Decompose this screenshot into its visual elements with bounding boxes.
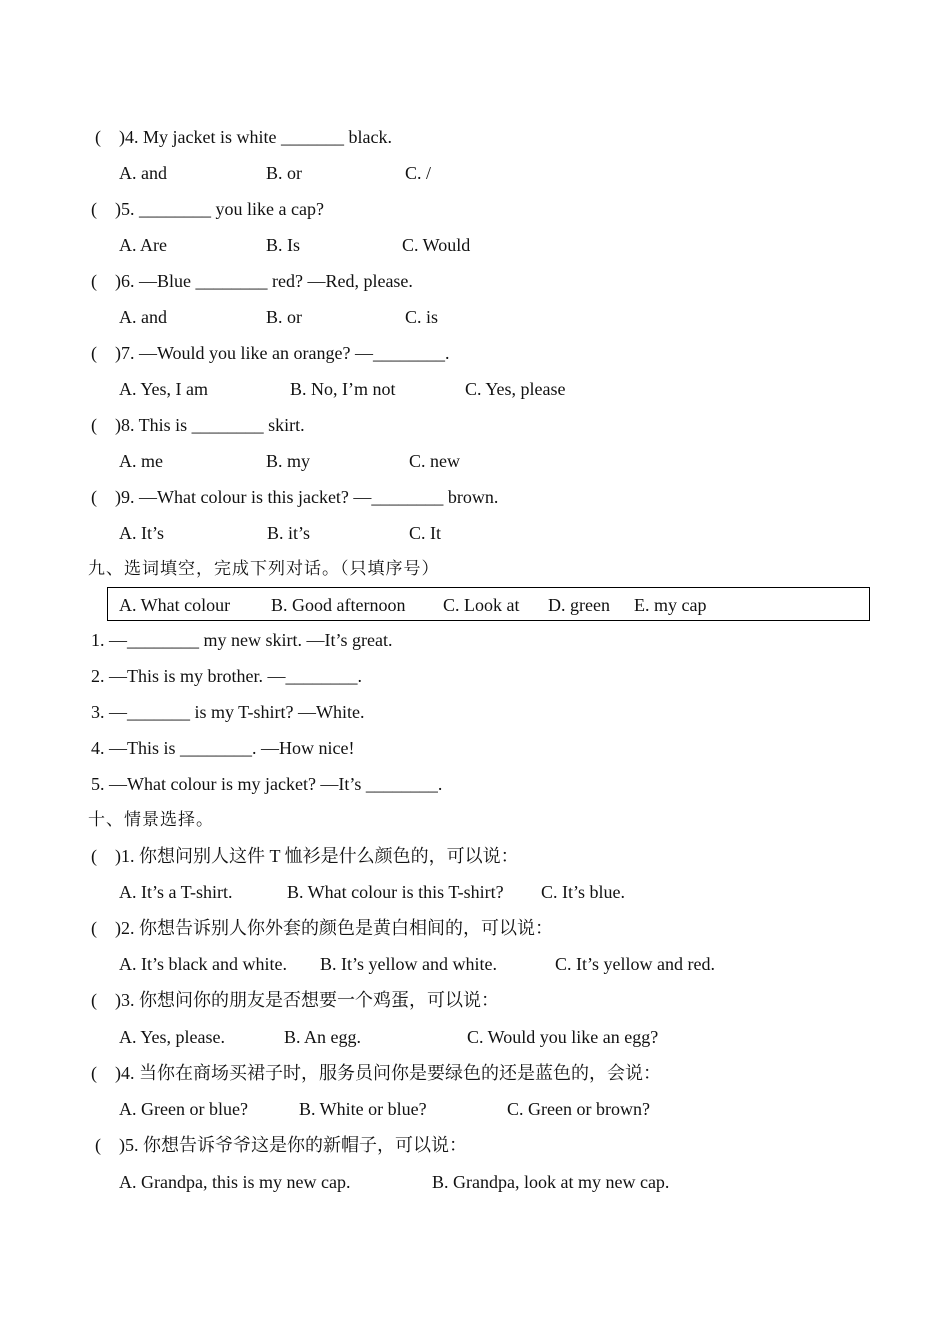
scenario-5-option-a[interactable]: A. Grandpa, this is my new cap. xyxy=(119,1172,351,1192)
scenario-3-option-b[interactable]: B. An egg. xyxy=(284,1027,362,1047)
dialogue-item-5[interactable]: 5. —What colour is my jacket? —It’s ________. xyxy=(91,774,443,794)
scenario-1-option-c[interactable]: C. It’s blue. xyxy=(541,882,625,902)
question-6-option-b[interactable]: B. or xyxy=(266,307,302,327)
word-bank-item-a: A. What colour xyxy=(119,595,231,615)
question-9-option-b[interactable]: B. it’s xyxy=(267,523,311,543)
scenario-2-option-c[interactable]: C. It’s yellow and red. xyxy=(555,954,715,974)
word-bank-item-d: D. green xyxy=(548,595,610,615)
dialogue-item-4[interactable]: 4. —This is ________. —How nice! xyxy=(91,738,355,758)
question-7-option-b[interactable]: B. No, I’m not xyxy=(290,379,396,399)
question-8-option-b[interactable]: B. my xyxy=(266,451,311,471)
question-7-option-c[interactable]: C. Yes, please xyxy=(465,379,566,399)
question-8-option-c[interactable]: C. new xyxy=(409,451,460,471)
question-6-stem: ( )6. —Blue ________ red? —Red, please. xyxy=(91,271,413,291)
scenario-4-option-b[interactable]: B. White or blue? xyxy=(299,1099,427,1119)
question-8-stem: ( )8. This is ________ skirt. xyxy=(91,415,305,435)
dialogue-item-1[interactable]: 1. —________ my new skirt. —It’s great. xyxy=(91,630,393,650)
question-5-option-a[interactable]: A. Are xyxy=(119,235,167,255)
question-7-stem: ( )7. —Would you like an orange? —________. xyxy=(91,343,450,363)
scenario-1-option-b[interactable]: B. What colour is this T-shirt? xyxy=(287,882,504,902)
section-10-heading: 十、情景选择。 xyxy=(88,810,214,829)
scenario-5-stem: ( )5. 你想告诉爷爷这是你的新帽子，可以说： xyxy=(95,1135,467,1155)
scenario-1-stem: ( )1. 你想问别人这件 T 恤衫是什么颜色的，可以说： xyxy=(91,846,519,866)
scenario-4-stem: ( )4. 当你在商场买裙子时，服务员问你是要绿色的还是蓝色的，会说： xyxy=(91,1063,661,1083)
question-9-option-a[interactable]: A. It’s xyxy=(119,523,164,543)
word-bank-item-e: E. my cap xyxy=(634,595,707,615)
scenario-3-option-a[interactable]: A. Yes, please. xyxy=(119,1027,225,1047)
scenario-2-stem: ( )2. 你想告诉别人你外套的颜色是黄白相间的，可以说： xyxy=(91,918,553,938)
question-4-stem: ( )4. My jacket is white _______ black. xyxy=(95,127,392,147)
scenario-3-option-c[interactable]: C. Would you like an egg? xyxy=(467,1027,659,1047)
question-9-option-c[interactable]: C. It xyxy=(409,523,442,543)
word-bank-box xyxy=(107,587,870,621)
question-4-option-b[interactable]: B. or xyxy=(266,163,302,183)
question-6-option-a[interactable]: A. and xyxy=(119,307,167,327)
question-6-option-c[interactable]: C. is xyxy=(405,307,439,327)
word-bank-item-c: C. Look at xyxy=(443,595,520,615)
scenario-5-option-b[interactable]: B. Grandpa, look at my new cap. xyxy=(432,1172,670,1192)
dialogue-item-2[interactable]: 2. —This is my brother. —________. xyxy=(91,666,362,686)
scenario-2-option-b[interactable]: B. It’s yellow and white. xyxy=(320,954,497,974)
scenario-4-option-c[interactable]: C. Green or brown? xyxy=(507,1099,650,1119)
scenario-2-option-a[interactable]: A. It’s black and white. xyxy=(119,954,287,974)
question-4-option-c[interactable]: C. / xyxy=(405,163,432,183)
question-5-option-c[interactable]: C. Would xyxy=(402,235,471,255)
question-7-option-a[interactable]: A. Yes, I am xyxy=(119,379,209,399)
word-bank-item-b: B. Good afternoon xyxy=(271,595,406,615)
scenario-1-option-a[interactable]: A. It’s a T-shirt. xyxy=(119,882,233,902)
scenario-3-stem: ( )3. 你想问你的朋友是否想要一个鸡蛋，可以说： xyxy=(91,990,499,1010)
section-9-heading: 九、选词填空，完成下列对话。（只填序号） xyxy=(88,559,440,578)
question-8-option-a[interactable]: A. me xyxy=(119,451,163,471)
question-5-option-b[interactable]: B. Is xyxy=(266,235,301,255)
question-9-stem: ( )9. —What colour is this jacket? —________ brown. xyxy=(91,487,499,507)
scenario-4-option-a[interactable]: A. Green or blue? xyxy=(119,1099,248,1119)
question-5-stem: ( )5. ________ you like a cap? xyxy=(91,199,324,219)
question-4-option-a[interactable]: A. and xyxy=(119,163,167,183)
dialogue-item-3[interactable]: 3. —_______ is my T-shirt? —White. xyxy=(91,702,365,722)
